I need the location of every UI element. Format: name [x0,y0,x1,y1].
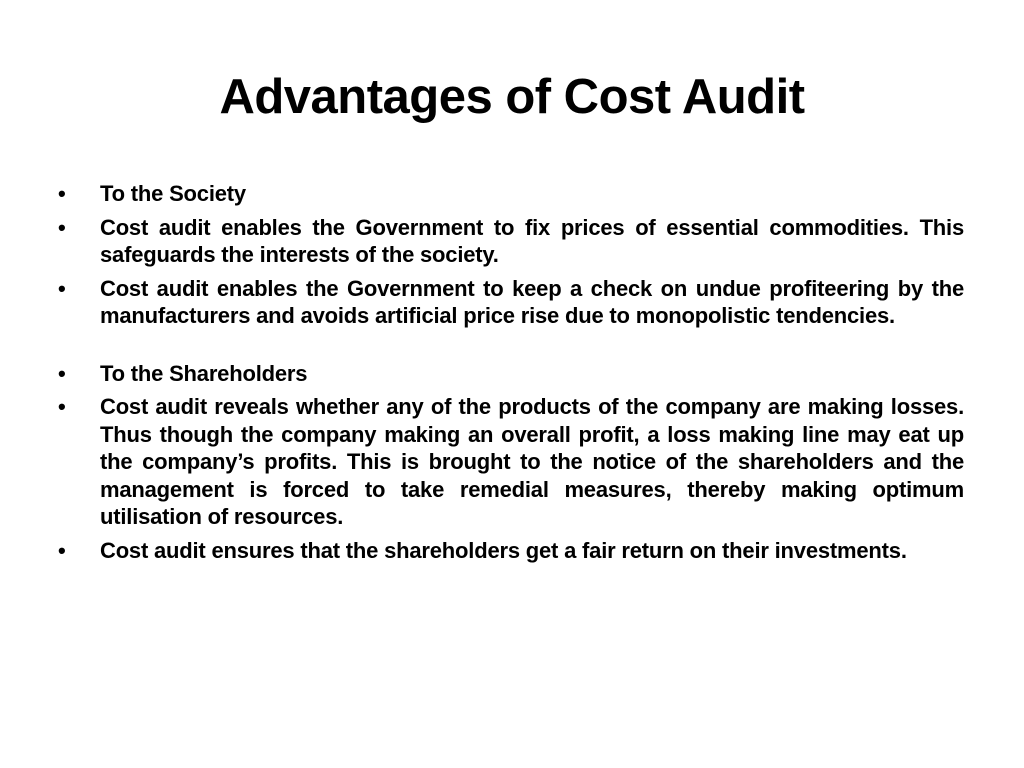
bullet-text: Cost audit enables the Government to fix prices of essential commodities. This safeguards the interests of the society. [100,214,964,267]
bullet-text: Cost audit enables the Government to keep a check on undue profiteering by the manufacturers and avoids artificial price rise due to monopolistic tendencies. [100,275,964,328]
bullet-item-shareholders-heading [58,360,964,388]
bullet-text: Cost audit reveals whether any of the products of the company are making losses. Thus though the company making an overall profit, a loss making line may eat up the company’s profits. This is brought to the notice of the shareholders and the management is forced to take remedial measures, thereby making optimum utilisation of resources. [100,394,964,529]
bullet-icon: • [58,275,66,301]
bullet-list [58,180,964,570]
bullet-item-society-heading [58,180,964,208]
bullet-text: To the Shareholders [100,360,308,386]
bullet-item-fair-return [58,537,964,565]
bullet-icon: • [58,537,66,563]
bullet-icon: • [58,214,66,240]
bullet-item-profiteering [58,275,964,330]
bullet-icon: • [58,360,66,386]
bullet-item-losses [58,393,964,531]
bullet-text: To the Society [100,181,246,206]
slide-title: Advantages of Cost Audit [219,70,805,124]
bullet-text: Cost audit ensures that the shareholders get a fair return on their investments. [100,537,907,563]
bullet-icon: • [58,394,66,419]
bullet-item-fix-prices [58,214,964,269]
bullet-icon: • [58,181,66,206]
